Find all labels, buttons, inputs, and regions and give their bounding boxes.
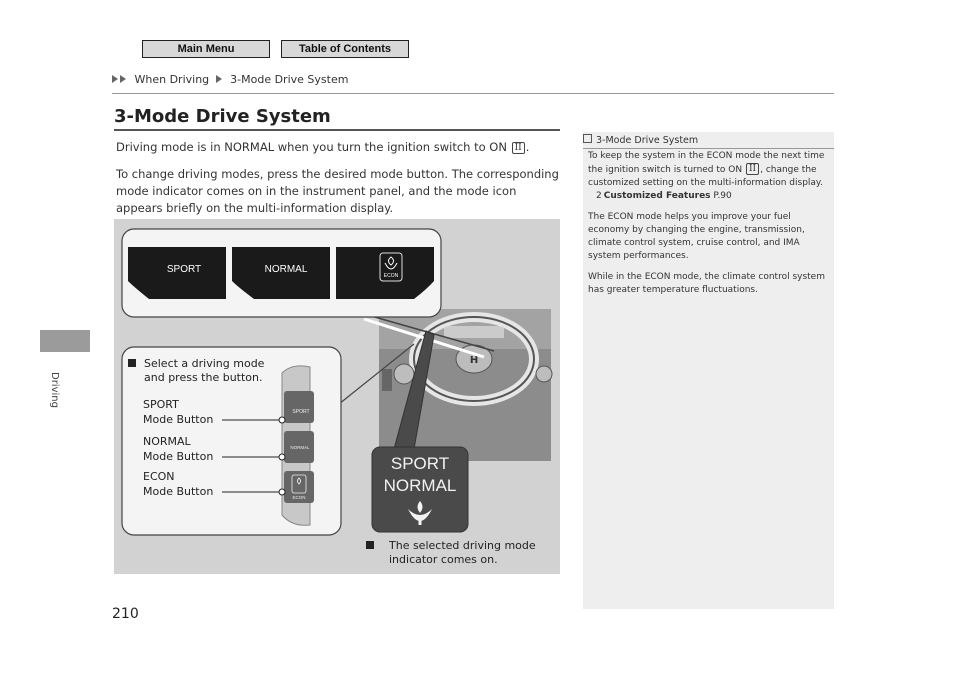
sport-button-label-line1: SPORT xyxy=(143,398,179,411)
select-mode-instruction-line2: and press the button. xyxy=(144,371,263,384)
mode-buttons-callout xyxy=(122,344,414,535)
page-title: 3-Mode Drive System xyxy=(114,106,331,127)
title-divider xyxy=(114,129,560,131)
normal-mode-button-label: NORMAL xyxy=(290,445,310,450)
breadcrumb-link-3-mode[interactable]: 3-Mode Drive System xyxy=(230,73,349,86)
svg-text:H: H xyxy=(469,355,479,366)
sidebar-divider xyxy=(583,148,834,149)
drive-mode-figure xyxy=(114,219,560,574)
page-number: 210 xyxy=(112,606,139,622)
main-menu-button[interactable]: Main Menu xyxy=(142,40,270,58)
indicator-normal-text: NORMAL xyxy=(383,476,457,495)
normal-panel-label: NORMAL xyxy=(264,264,308,275)
intro-paragraph: Driving mode is in NORMAL when you turn the ignition switch to ON II . xyxy=(116,140,530,154)
callout-square-icon xyxy=(366,541,374,549)
header-divider xyxy=(112,93,834,94)
sport-mode-button-label: SPORT xyxy=(292,409,310,415)
reference-arrow-icon: 2 xyxy=(596,191,602,201)
note-marker-icon xyxy=(583,134,592,143)
normal-button-label-line1: NORMAL xyxy=(143,435,191,448)
breadcrumb-link-when-driving[interactable]: When Driving xyxy=(134,73,210,86)
sidebar-paragraph-3: While in the ECON mode, the climate control system has greater temperature fluctuations. xyxy=(588,272,825,295)
callout-square-icon xyxy=(128,359,136,367)
sport-button-label-line2: Mode Button xyxy=(143,413,214,426)
econ-button-label-line2: Mode Button xyxy=(143,485,214,498)
indicator-caption-line2: indicator comes on. xyxy=(389,553,498,566)
indicator-sport-text: SPORT xyxy=(390,454,450,473)
sidebar-paragraph-1: To keep the system in the ECON mode the next time the ignition switch is turned to ON II , change the customized setting on the multi-information display. 2 Customized Features P.90 xyxy=(588,150,828,203)
triangle-arrow-icon xyxy=(120,75,126,83)
select-mode-instruction-line1: Select a driving mode xyxy=(144,357,265,370)
sidebar-notes xyxy=(583,132,834,609)
sidebar-heading: 3-Mode Drive System xyxy=(583,134,698,146)
sport-mode-button[interactable] xyxy=(284,391,314,423)
section-tab xyxy=(40,330,90,352)
section-tab-label: Driving xyxy=(49,372,60,408)
sport-panel-label: SPORT xyxy=(166,264,202,275)
ignition-key-symbol: II xyxy=(512,142,525,154)
econ-button-label-line1: ECON xyxy=(143,470,175,483)
sidebar-body xyxy=(588,150,828,305)
normal-button-label-line2: Mode Button xyxy=(143,450,214,463)
instruction-paragraph: To change driving modes, press the desired mode button. The corresponding mode indicator comes on in the instrument panel, and the mode icon appears briefly on the multi-information display. xyxy=(116,167,559,215)
triangle-arrow-icon xyxy=(112,75,118,83)
table-of-contents-button[interactable]: Table of Contents xyxy=(281,40,409,58)
drive-mode-illustration xyxy=(114,219,560,574)
econ-panel-label: ECON xyxy=(383,273,399,279)
indicator-caption-line1: The selected driving mode xyxy=(389,539,536,552)
sidebar-paragraph-2: The ECON mode helps you improve your fuel economy by changing the engine, transmission, climate control system, cruise control, and IMA system performances. xyxy=(588,212,805,261)
breadcrumb xyxy=(112,73,351,86)
econ-mode-button-label: ECON xyxy=(292,495,306,500)
customized-features-link[interactable]: 2 Customized Features P.90 xyxy=(596,191,732,201)
triangle-arrow-icon xyxy=(216,75,222,83)
ignition-key-symbol: II xyxy=(746,163,759,175)
